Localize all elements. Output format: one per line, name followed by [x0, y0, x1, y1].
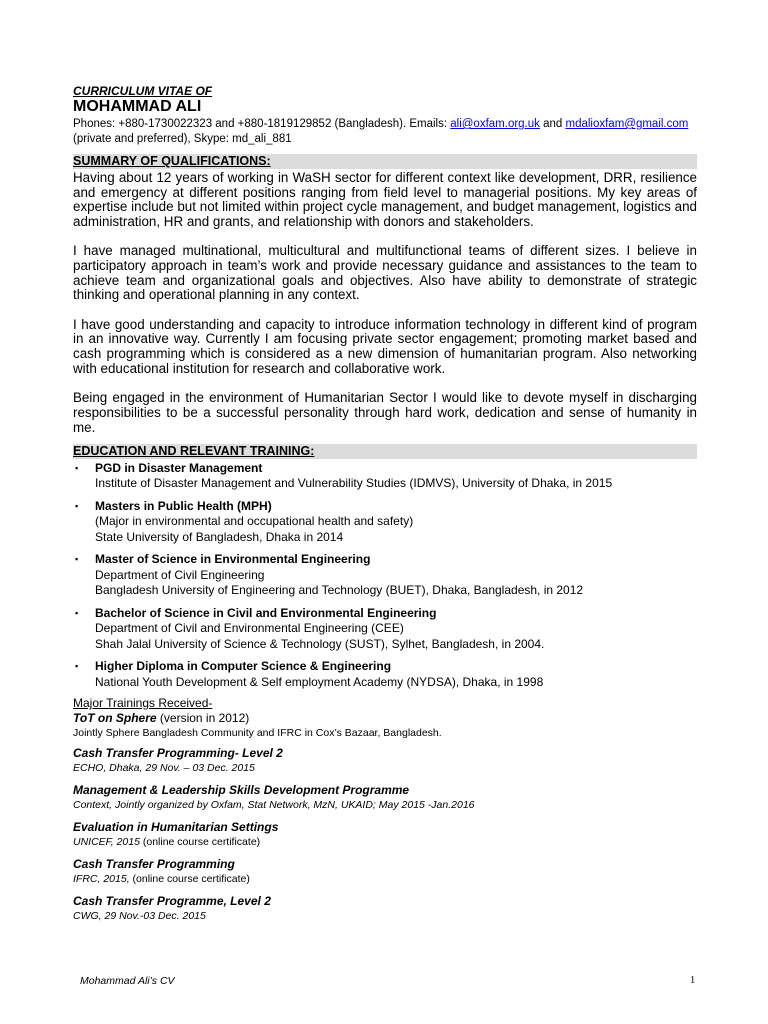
page-number: 1 — [690, 975, 696, 986]
degree-institution: Institute of Disaster Management and Vulnerability Studies (IDMVS), University of Dhaka, in 2015 — [95, 476, 613, 491]
bullet-icon: ▪ — [75, 554, 79, 565]
degree-title: Bachelor of Science in Civil and Environmental Engineering — [95, 605, 437, 620]
training-detail: Context, Jointly organized by Oxfam, Stat Network, MzN, UKAID; May 2015 -Jan.2016 — [73, 799, 475, 812]
training-title: Evaluation in Humanitarian Settings — [73, 820, 279, 835]
training-title: Cash Transfer Programme, Level 2 — [73, 894, 271, 909]
degree-institution: National Youth Development & Self employment Academy (NYDSA), Dhaka, in 1998 — [95, 674, 544, 689]
training-item — [73, 783, 697, 812]
training-detail: ECHO, Dhaka, 29 Nov. – 03 Dec. 2015 — [73, 762, 255, 775]
degree-major: (Major in environmental and occupational health and safety) — [95, 514, 414, 529]
contact-phones: Phones: +880-1730022323 and +880-1819129852 (Bangladesh). Emails: — [73, 118, 451, 130]
degree-title: PGD in Disaster Management — [95, 460, 263, 475]
education-heading: EDUCATION AND RELEVANT TRAINING: — [73, 444, 697, 459]
training-item — [73, 894, 697, 923]
bullet-icon: ▪ — [75, 661, 79, 672]
training-title-note: (version in 2012) — [156, 711, 250, 726]
training-title: Cash Transfer Programming — [73, 857, 235, 872]
footer-title: Mohammad Ali’s CV — [80, 975, 175, 987]
education-item — [73, 461, 697, 492]
degree-institution: State University of Bangladesh, Dhaka in 2014 — [95, 529, 344, 544]
education-item — [73, 499, 697, 546]
contact-skype: (private and preferred), Skype: md_ali_881 — [73, 133, 292, 145]
education-item — [73, 606, 697, 653]
training-detail: CWG, 29 Nov.-03 Dec. 2015 — [73, 910, 206, 923]
bullet-icon: ▪ — [75, 462, 79, 473]
candidate-name: MOHAMMAD ALI — [73, 98, 202, 115]
training-detail: UNICEF, 2015 — [73, 836, 140, 849]
degree-title: Masters in Public Health (MPH) — [95, 498, 272, 513]
training-item — [73, 746, 697, 775]
contact-and: and — [539, 118, 566, 130]
degree-institution: Bangladesh University of Engineering and Technology (BUET), Dhaka, Bangladesh, in 2012 — [95, 583, 584, 598]
training-title: Management & Leadership Skills Development Programme — [73, 783, 410, 798]
bullet-icon: ▪ — [75, 607, 79, 618]
training-item — [73, 857, 697, 886]
training-item — [73, 711, 697, 740]
summary-paragraph: I have good understanding and capacity to introduce information technology in different kind of program in an innovative way. Currently I am focusing private sector engagement; promoting market based and cash programming which is considered as a new dimension of humanitarian program. Also networking with educational institution for research and collaborative work. — [73, 316, 697, 376]
degree-department: Department of Civil Engineering — [95, 567, 265, 582]
training-title: Cash Transfer Programming- Level 2 — [73, 746, 283, 761]
bullet-icon: ▪ — [75, 500, 79, 511]
education-item — [73, 659, 697, 690]
education-item — [73, 552, 697, 599]
training-detail-note: (online course certificate) — [132, 873, 250, 886]
degree-institution: Shah Jalal University of Science & Technology (SUST), Sylhet, Bangladesh, in 2004. — [95, 636, 545, 651]
summary-paragraph: I have managed multinational, multicultural and multifunctional teams of different sizes. I believe in participatory approach in team’s work and provide necessary guidance and assistances to the team to achieve team and organizational goals and objectives. Also have ability to demonstrate of strategic thinking and operational planning in any context. — [73, 243, 697, 303]
education-list — [73, 461, 697, 691]
training-item — [73, 820, 697, 849]
summary-paragraph: Being engaged in the environment of Humanitarian Sector I would like to devote myself in discharging responsibilities to be a successful personality through hard work, dedication and sense of humanity in me. — [73, 390, 697, 435]
cv-label: CURRICULUM VITAE OF — [73, 84, 213, 98]
trainings-heading: Major Trainings Received- — [73, 696, 213, 711]
training-detail: Jointly Sphere Bangladesh Community and IFRC in Cox’s Bazaar, Bangladesh. — [73, 727, 442, 740]
degree-title: Higher Diploma in Computer Science & Engineering — [95, 659, 392, 674]
contact-info — [73, 117, 697, 147]
training-detail: IFRC, 2015, — [73, 873, 133, 886]
cv-page — [73, 84, 697, 931]
training-title: ToT on Sphere — [73, 711, 157, 726]
summary-section — [73, 171, 697, 436]
degree-department: Department of Civil and Environmental Engineering (CEE) — [95, 621, 404, 636]
summary-heading: SUMMARY OF QUALIFICATIONS: — [73, 154, 697, 169]
email-link-gmail[interactable]: mdalioxfam@gmail.com — [565, 118, 689, 130]
summary-paragraph: Having about 12 years of working in WaSH sector for different context like development, DRR, resilience and emergency at different positions ranging from field level to managerial positions. My key areas of expertise include but not limited within project cycle management, and budget management, logistics and administration, HR and grants, and relationship with donors and stakeholders. — [73, 170, 697, 230]
training-detail-note: (online course certificate) — [139, 836, 261, 849]
email-link-oxfam[interactable]: ali@oxfam.org.uk — [450, 118, 540, 130]
degree-title: Master of Science in Environmental Engineering — [95, 552, 371, 567]
